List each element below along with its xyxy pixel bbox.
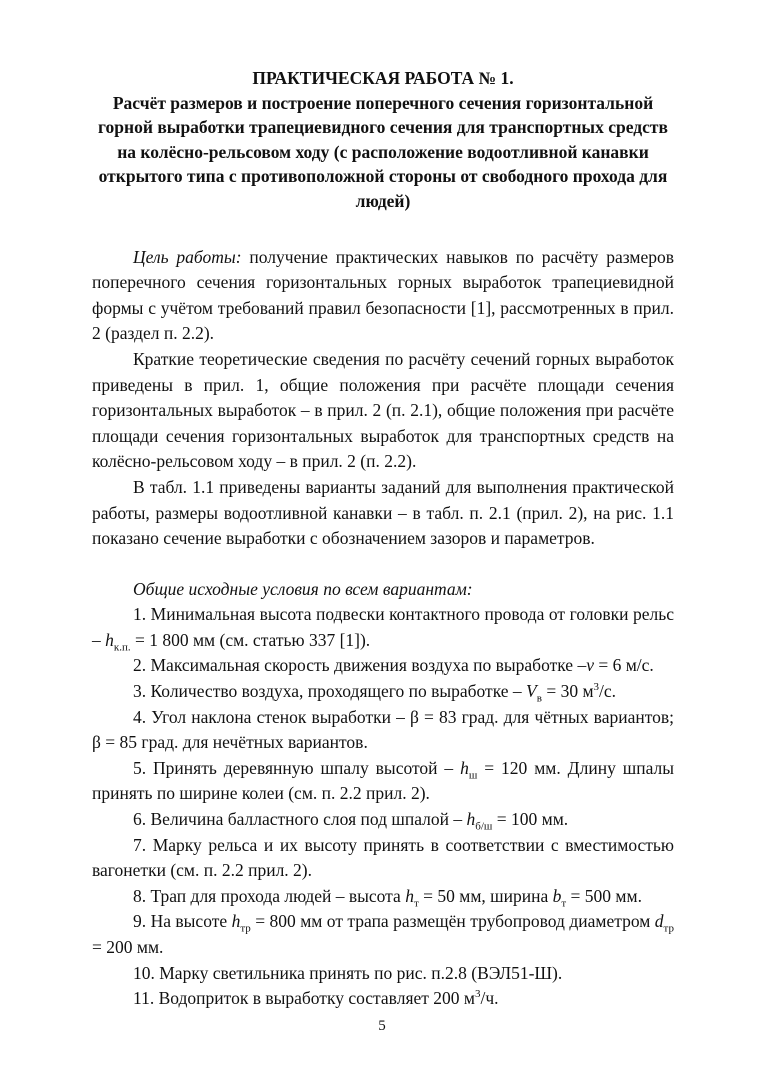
condition-11: 11. Водоприток в выработку составляет 200 $м^3/ч$. bbox=[133, 988, 499, 1009]
condition-7: 7. Марку рельса и их высоту принять в соответствии с вместимостью вагонетки (см. п. 2.2 прил. 2). bbox=[92, 834, 674, 881]
goal-text: получение практических навыков по расчёту размеров поперечного сечения горизонтальных горных выработок трапециевидной формы с учётом требований правил безопасности [1], рассмотренных в прил. 2 (раздел п. 2.2). bbox=[92, 246, 675, 344]
condition-6: 6. Величина балластного слоя под шпалой – $h_{б/ш} = 100$ мм. bbox=[133, 809, 569, 833]
goal-paragraph bbox=[92, 245, 674, 347]
condition-10: 10. Марку светильника принять по рис. п.2.8 (ВЭЛ51-Ш). bbox=[133, 962, 563, 983]
title-block bbox=[92, 66, 674, 214]
goal-label: Цель работы: bbox=[133, 246, 242, 267]
page-subtitle: Расчёт размеров и построение поперечного сечения горизонтальной горной выработки трапециевидного сечения для транспортных средств на колёсно-рельсовом ходу (с расположение водоотливной канавки открытого типа с противоположной стороны от свободного прохода для людей) bbox=[98, 92, 668, 211]
page-number: 5 bbox=[378, 1018, 386, 1034]
condition-4: 4. Угол наклона стенок выработки – β = 83 град. для чётных вариантов; β = 85 град. для нечётных вариантов. bbox=[92, 706, 674, 753]
document-page bbox=[92, 66, 674, 1012]
condition-1: 1. Минимальная высота подвески контактного провода от головки рельс – $h_{к.п.} = 1$ 800 мм (см. статью 337 [1]). bbox=[92, 604, 674, 654]
conditions-list bbox=[92, 602, 674, 1012]
theory-paragraph: Краткие теоретические сведения по расчёту сечений горных выработок приведены в прил. 1, общие положения при расчёте площади сечения горизонтальных выработок – в прил. 2 (п. 2.1), общие положения при расчёте площади сечения горизонтальных выработок для транспортных средств на колёсно-рельсовом ходу – в прил. 2 (п. 2.2). bbox=[92, 348, 674, 472]
condition-9: 9. На высоте $h_{тр} = 800$ мм от трапа размещён трубопровод диаметром $d_{тр} = 200$ мм. bbox=[92, 911, 674, 957]
table-paragraph: В табл. 1.1 приведены варианты заданий для выполнения практической работы, размеры водоотливной канавки – в табл. п. 2.1 (прил. 2), на рис. 1.1 показано сечение выработки с обозначением зазоров и параметров. bbox=[92, 476, 674, 549]
condition-8: 8. Трап для прохода людей – высота $h_т = 50$ мм, ширина $b_т = 500$ мм. bbox=[133, 885, 642, 910]
condition-3: 3. Количество воздуха, проходящего по выработке – $V_в = 30$ $м^3/с$. bbox=[133, 681, 617, 705]
condition-2: 2. Максимальная скорость движения воздуха по выработке –v = 6 м/с. bbox=[133, 655, 654, 676]
conditions-heading: Общие исходные условия по всем вариантам: bbox=[133, 578, 473, 599]
condition-5: 5. Принять деревянную шпалу высотой – $h_ш = 120$ мм. Длину шпалы принять по ширине колеи (см. п. 2.2 прил. 2). bbox=[92, 757, 674, 804]
body-text bbox=[92, 245, 674, 1012]
page-title: ПРАКТИЧЕСКАЯ РАБОТА № 1. bbox=[252, 68, 514, 88]
